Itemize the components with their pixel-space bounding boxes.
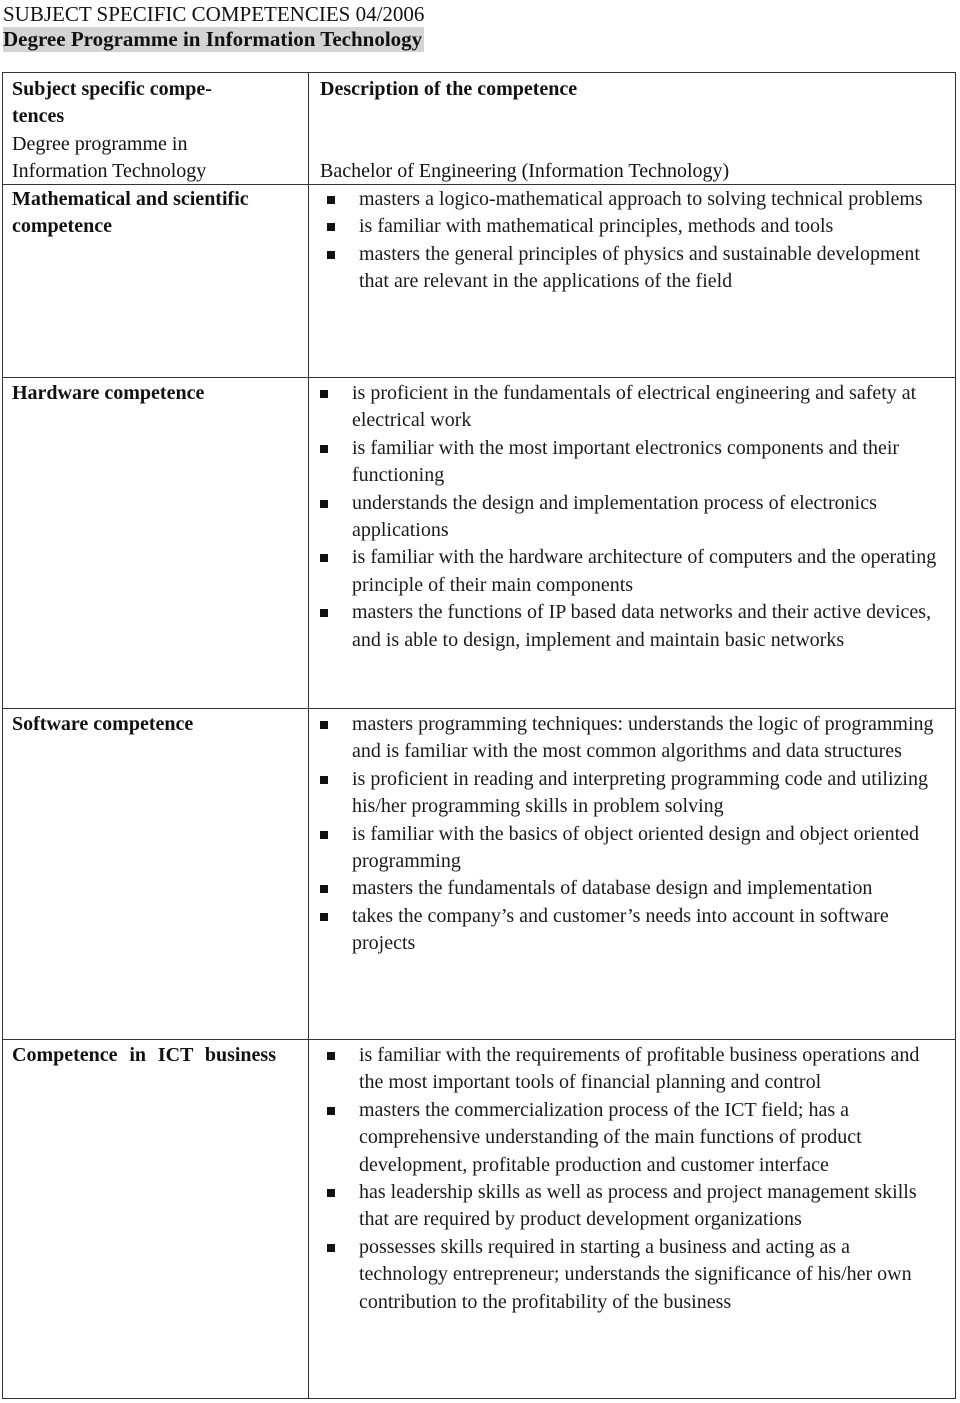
heading-line: Subject specific compe-: [12, 78, 212, 100]
list-item: masters programming techniques: understands the logic of programming and is familiar with the most common algorithms and data structures: [315, 711, 946, 766]
document-title: SUBJECT SPECIFIC COMPETENCIES 04/2006: [3, 2, 425, 26]
competence-bullets: [322, 1042, 934, 1316]
list-item: masters the general principles of physics and sustainable development that are relevant in the applications of the field: [322, 241, 934, 296]
list-item: understands the design and implementation process of electronics applications: [315, 490, 946, 545]
competence-bullets: [315, 711, 946, 958]
competence-bullets: [315, 380, 946, 654]
competence-bullets: [322, 186, 934, 296]
programme-line: Information Technology: [12, 160, 207, 183]
heading-line: tences: [12, 105, 65, 128]
row-divider: [2, 1039, 956, 1040]
list-item: is familiar with the most important electronics components and their functioning: [315, 435, 946, 490]
list-item: masters the commercialization process of the ICT field; has a comprehensive understanding of the main functions of product development, profitable production and customer interface: [322, 1097, 934, 1179]
table-heading-left: [12, 76, 300, 186]
row-divider: [2, 708, 956, 709]
list-item: is familiar with the basics of object oriented design and object oriented programming: [315, 821, 946, 876]
row-divider: [2, 377, 956, 378]
list-item: takes the company’s and customer’s needs into account in software projects: [315, 903, 946, 958]
competence-name: [12, 1042, 276, 1069]
list-item: masters a logico-mathematical approach to solving technical problems: [322, 186, 934, 213]
competence-name: [12, 380, 300, 407]
list-item: is familiar with the requirements of profitable business operations and the most important tools of financial planning and control: [322, 1042, 934, 1097]
row-divider: [2, 184, 956, 185]
list-item: is familiar with the hardware architecture of computers and the operating principle of their main components: [315, 544, 946, 599]
competence-label: Mathematical and scientific competence: [12, 188, 249, 238]
table-heading-right: Description of the competence: [320, 78, 578, 100]
list-item: has leadership skills as well as process and project management skills that are required by product development organizations: [322, 1179, 934, 1234]
list-item: masters the functions of IP based data networks and their active devices, and is able to design, implement and maintain basic networks: [315, 599, 946, 654]
competence-name: [12, 186, 302, 241]
document-subtitle: Degree Programme in Information Technology: [3, 27, 423, 51]
competence-label: Competence in ICT business: [12, 1044, 276, 1066]
programme-line: Degree programme in: [12, 132, 188, 155]
list-item: masters the fundamentals of database design and implementation: [315, 875, 946, 902]
list-item: is proficient in reading and interpreting programming code and utilizing his/her programming skills in problem solving: [315, 766, 946, 821]
degree-title: Bachelor of Engineering (Information Technology): [320, 160, 730, 182]
column-divider: [308, 72, 309, 1399]
competence-label: Hardware competence: [12, 382, 205, 404]
list-item: is familiar with mathematical principles, methods and tools: [322, 213, 934, 240]
competence-name: [12, 711, 300, 738]
competence-label: Software competence: [12, 713, 194, 735]
list-item: possesses skills required in starting a business and acting as a technology entrepreneur; understands the significance of his/her own contribution to the profitability of the business: [322, 1234, 934, 1316]
list-item: is proficient in the fundamentals of electrical engineering and safety at electrical work: [315, 380, 946, 435]
